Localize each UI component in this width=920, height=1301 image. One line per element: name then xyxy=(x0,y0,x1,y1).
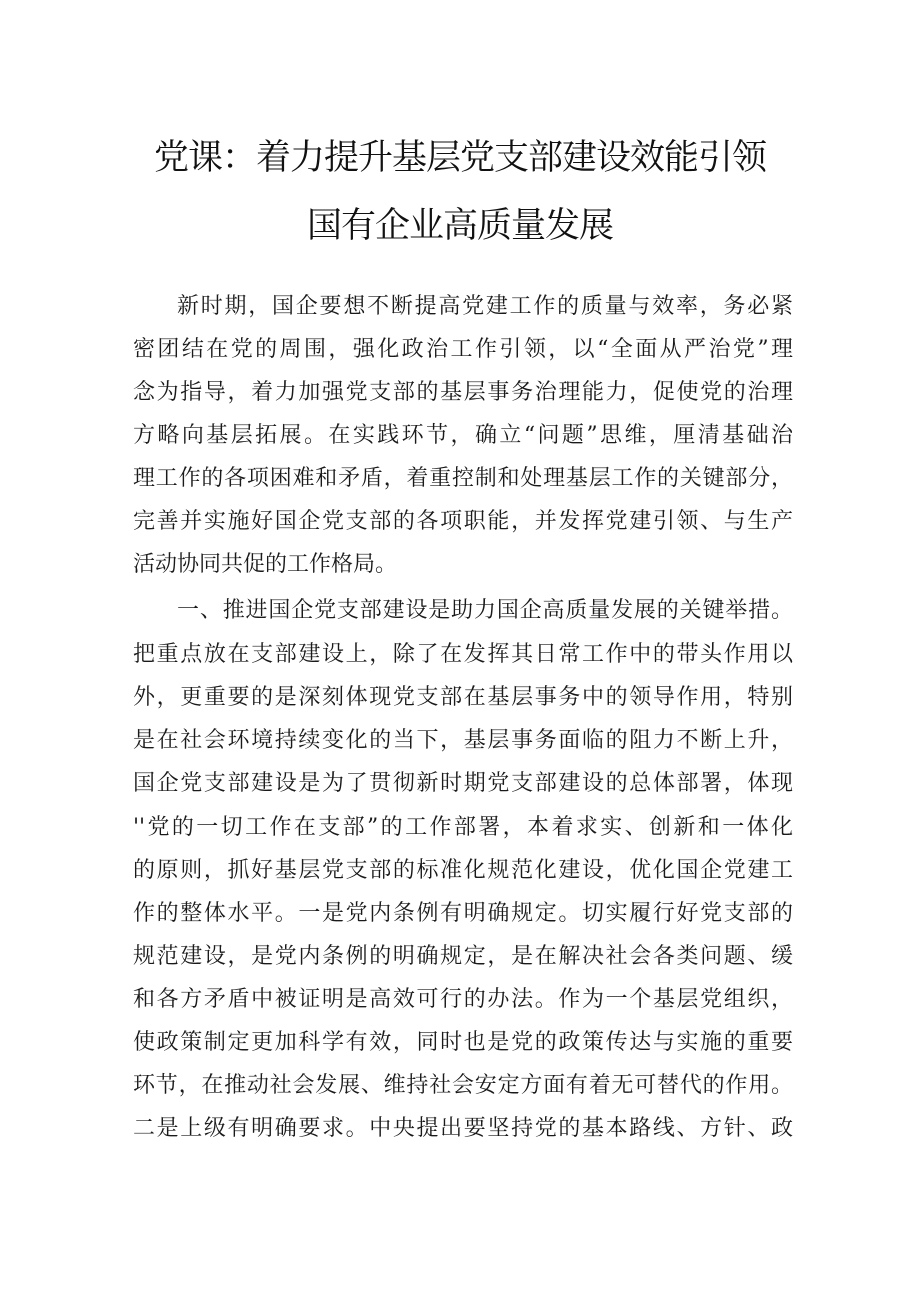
paragraph-line: 国企党支部建设是为了贯彻新时期党支部建设的总体部署，体现 xyxy=(133,771,793,796)
paragraph-line: 作的整体水平。一是党内条例有明确规定。切实履行好党支部的 xyxy=(133,901,793,926)
paragraph-line: 把重点放在支部建设上，除了在发挥其日常工作中的带头作用以 xyxy=(133,642,793,667)
paragraph-line: 一、推进国企党支部建设是助力国企高质量发展的关键举措。 xyxy=(177,598,793,623)
paragraph-line: 新时期，国企要想不断提高党建工作的质量与效率，务必紧 xyxy=(177,294,793,319)
paragraph-line: 的原则，抓好基层党支部的标准化规范化建设，优化国企党建工 xyxy=(133,858,793,883)
paragraph-line: 理工作的各项困难和矛盾，着重控制和处理基层工作的关键部分， xyxy=(133,466,793,491)
paragraph-line: 二是上级有明确要求。中央提出要坚持党的基本路线、方针、政 xyxy=(133,1116,793,1141)
paragraph-line: 念为指导，着力加强党支部的基层事务治理能力，促使党的治理 xyxy=(133,380,793,405)
paragraph-line: 环节，在推动社会发展、维持社会安定方面有着无可替代的作用。 xyxy=(133,1073,793,1098)
paragraph-line: 使政策制定更加科学有效，同时也是党的政策传达与实施的重要 xyxy=(133,1030,793,1055)
document-title-line-1: 党课：着力提升基层党支部建设效能引领 xyxy=(153,138,766,178)
paragraph-line: 规范建设，是党内条例的明确规定，是在解决社会各类问题、缓 xyxy=(133,944,793,969)
document-title-line-2: 国有企业高质量发展 xyxy=(306,206,613,246)
paragraph-line: ''党的一切工作在支部”的工作部署，本着求实、创新和一体化 xyxy=(133,815,793,840)
paragraph-line: 完善并实施好国企党支部的各项职能，并发挥党建引领、与生产 xyxy=(133,509,793,534)
paragraph-line: 和各方矛盾中被证明是高效可行的办法。作为一个基层党组织， xyxy=(133,987,793,1012)
paragraph-line: 方略向基层拓展。在实践环节，确立“问题”思维，厘清基础治 xyxy=(133,423,793,448)
paragraph-line: 是在社会环境持续变化的当下，基层事务面临的阻力不断上升， xyxy=(133,728,793,753)
paragraph-line: 活动协同共促的工作格局。 xyxy=(133,552,398,577)
paragraph-line: 外，更重要的是深刻体现党支部在基层事务中的领导作用，特别 xyxy=(133,685,793,710)
paragraph-line: 密团结在党的周围，强化政治工作引领，以“全面从严治党”理 xyxy=(133,337,793,362)
